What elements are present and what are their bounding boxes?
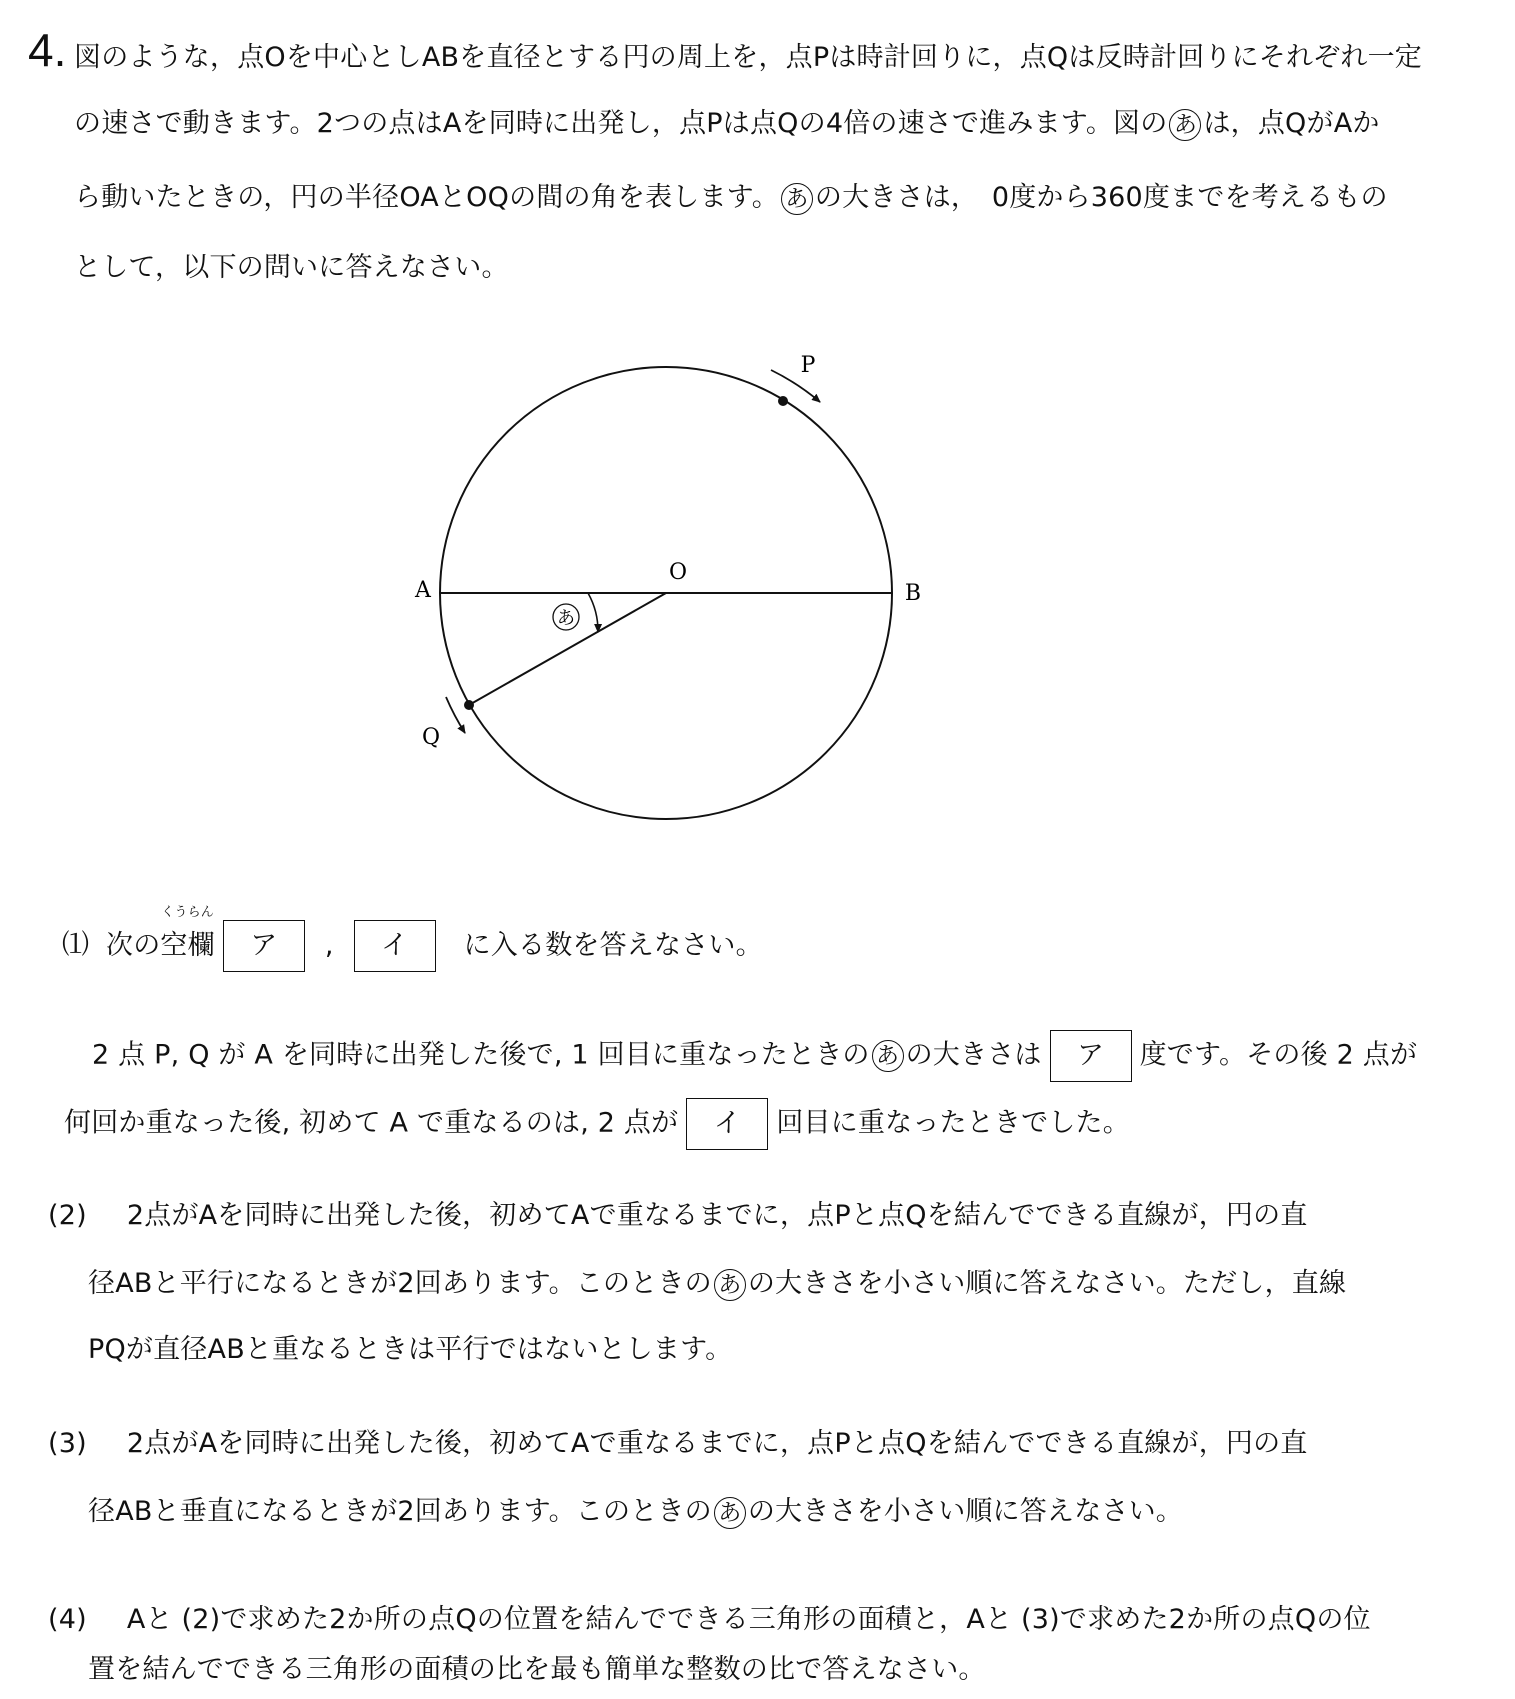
angle-mark-circle: あ [714, 1497, 746, 1529]
q4-number: (4) [48, 1604, 87, 1635]
q2-number: (2) [48, 1200, 87, 1231]
q4-line-2: 置を結んでできる三角形の面積の比を最も簡単な整数の比で答えなさい。 [88, 1654, 986, 1685]
q4-line-1: (4) Aと (2)で求めた2か所の点Qの位置を結んでできる三角形の面積と，Aと (3)で求めた2か所の点Qの位 [48, 1604, 1371, 1635]
label-p: P [800, 353, 816, 378]
q2-line-3: PQが直径ABと重なるときは平行ではないとします。 [88, 1334, 733, 1365]
q1-sentence-2: 何回か重なった後, 初めて A で重なるのは, 2 点が イ 回目に重なったときでした。 [64, 1098, 1130, 1150]
label-b: B [904, 581, 922, 606]
q3-line-2: 径ABと垂直になるときが2回あります。このときの あ の大きさを小さい順に答えなさい。 [88, 1496, 1184, 1527]
intro-line-1: 図のような，点Oを中心としABを直径とする円の周上を，点Pは時計回りに，点Qは反時計回りにそれぞれ一定 [74, 42, 1422, 73]
label-q: Q [421, 725, 441, 750]
circle-figure [400, 340, 940, 840]
q1-answer-box-i: イ [686, 1098, 768, 1150]
q1-box-i: イ [354, 920, 436, 972]
angle-mark-circle: あ [1169, 109, 1201, 141]
q2-line-2: 径ABと平行になるときが2回あります。このときの あ の大きさを小さい順に答えなさい。ただし，直線 [88, 1268, 1347, 1299]
intro-line-3: ら動いたときの，円の半径OAとOQの間の角を表します。 あ の大きさは， 0度から360度までを考えるもの [74, 182, 1388, 213]
label-o: O [668, 560, 688, 585]
q3-number: (3) [48, 1428, 87, 1459]
q1-header: ⑴ 次の くうらん 空欄 ア , イ に入る数を答えなさい。 [62, 920, 763, 972]
q3-line-1: (3) 2点がAを同時に出発した後，初めてAで重なるまでに，点Pと点Qを結んでできる直線が，円の直 [48, 1428, 1308, 1459]
point-q-dot [464, 700, 474, 710]
label-a: A [415, 578, 431, 603]
kuuran-word: くうらん 空欄 [160, 904, 215, 961]
q1-answer-box-a: ア [1050, 1030, 1132, 1082]
angle-arc [588, 593, 598, 632]
q1-sentence-1: 2 点 P, Q が A を同時に出発した後で, 1 回目に重なったときの あ の大きさは ア 度です。その後 2 点が [92, 1030, 1417, 1082]
angle-mark-circle: あ [714, 1269, 746, 1301]
angle-mark-circle: あ [781, 183, 813, 215]
problem-number: 4. [28, 24, 67, 76]
q1-box-a: ア [223, 920, 305, 972]
q-direction-arrow [446, 697, 465, 733]
point-p-dot [778, 396, 788, 406]
intro-line-2: の速さで動きます。2つの点はAを同時に出発し，点Pは点Qの4倍の速さで進みます。図の あ は，点QがAか [74, 108, 1380, 139]
q1-number: ⑴ [62, 929, 90, 961]
angle-mark-circle: あ [872, 1040, 904, 1072]
q2-line-1: (2) 2点がAを同時に出発した後，初めてAで重なるまでに，点Pと点Qを結んでできる直線が，円の直 [48, 1200, 1308, 1231]
angle-label: あ [557, 608, 575, 629]
intro-line-4: として，以下の問いに答えなさい。 [74, 252, 509, 283]
